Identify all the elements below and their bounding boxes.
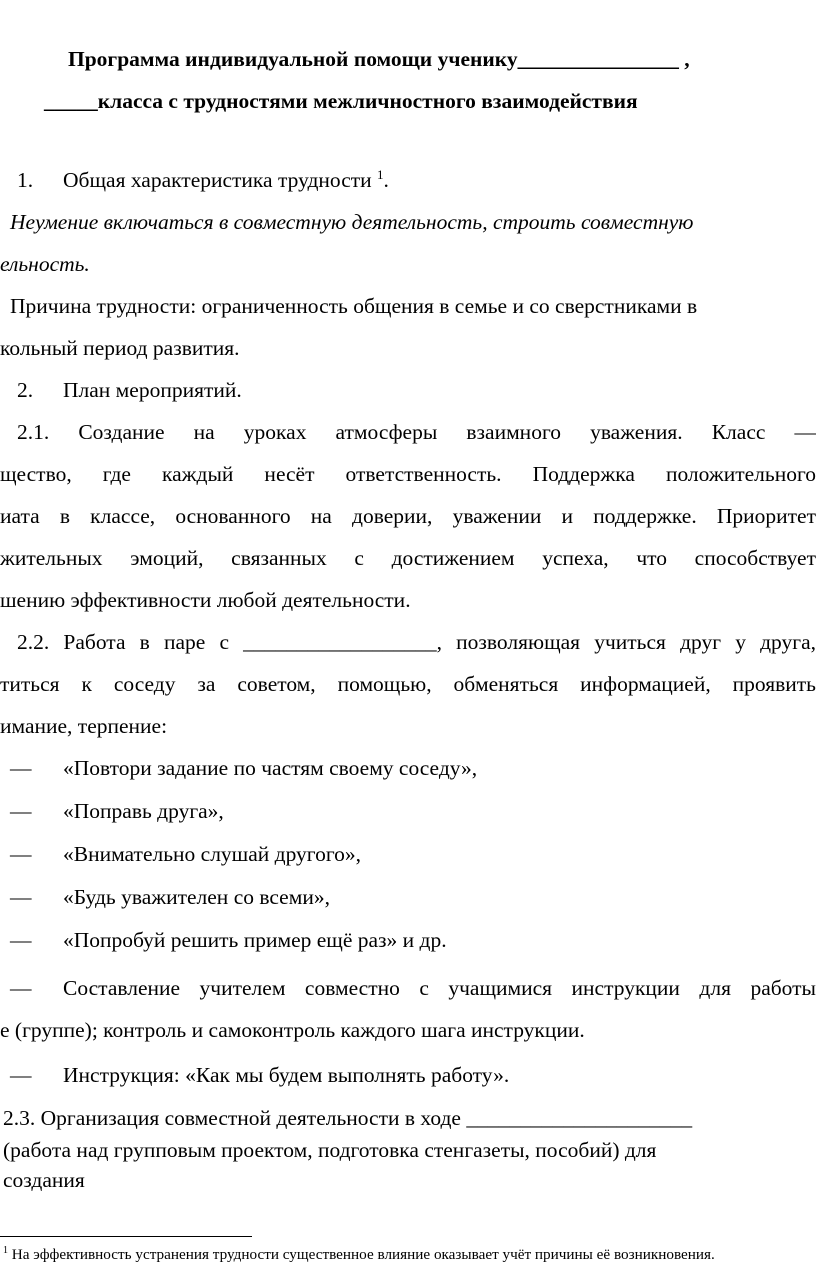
difficulty-description-line-2: ельность. — [0, 252, 90, 276]
section-2-number: 2. — [17, 378, 34, 402]
list-item: «Будь уважителен со всеми», — [63, 885, 330, 909]
footnote-text: На эффективность устранения трудности существенное влияние оказывает учёт причины её возникновения. — [8, 1246, 715, 1263]
footnote-separator — [0, 1236, 252, 1237]
list-item: «Попробуй решить пример ещё раз» и др. — [63, 928, 447, 952]
difficulty-description-line-1: Неумение включаться в совместную деятельность, строить совместную — [10, 210, 694, 234]
paragraph-2-3-line-1: 2.3. Организация совместной деятельности в ходе _____________________ — [3, 1106, 693, 1130]
list-item: «Повтори задание по частям своему соседу», — [63, 756, 478, 780]
paragraph-2-3-line-2: (работа над групповым проектом, подготовка стенгазеты, пособий) для — [3, 1138, 657, 1162]
section-1-heading-text: Общая характеристика трудности — [63, 168, 372, 192]
list-dash: — — [10, 976, 32, 1000]
compose-instruction-line-2: е (группе); контроль и самоконтроль каждого шага инструкции. — [0, 1018, 585, 1042]
paragraph-2-1-line-3: иата в классе, основанного на доверии, уважении и поддержке. Приоритет — [0, 504, 816, 528]
list-dash: — — [10, 885, 32, 909]
list-dash: — — [10, 756, 32, 780]
paragraph-2-1-line-1: 2.1. Создание на уроках атмосферы взаимного уважения. Класс — — [17, 420, 816, 444]
section-1-heading — [63, 166, 389, 194]
cause-line-1: Причина трудности: ограниченность общения в семье и со сверстниками в — [10, 294, 698, 318]
paragraph-2-1-line-2: щество, где каждый несёт ответственность. Поддержка положительного — [0, 462, 816, 486]
list-dash: — — [10, 928, 32, 952]
footnote-reference: 1 — [377, 167, 384, 182]
instruction-line: Инструкция: «Как мы будем выполнять работу». — [63, 1063, 510, 1087]
document-title-line-1: Программа индивидуальной помощи ученику_______________ , — [68, 47, 690, 71]
paragraph-2-1-line-5: шению эффективности любой деятельности. — [0, 588, 411, 612]
list-dash: — — [10, 842, 32, 866]
list-dash: — — [10, 1063, 32, 1087]
list-item: «Внимательно слушай другого», — [63, 842, 361, 866]
paragraph-2-2-line-2: титься к соседу за советом, помощью, обменяться информацией, проявить — [0, 672, 816, 696]
footnote-mark: 1 — [3, 1245, 8, 1256]
paragraph-2-3-line-3: создания — [3, 1168, 85, 1192]
cause-line-2: кольный период развития. — [0, 336, 240, 360]
list-item: «Поправь друга», — [63, 799, 224, 823]
paragraph-2-2-line-1: 2.2. Работа в паре с __________________, позволяющая учиться друг у друга, — [17, 630, 816, 654]
footnote — [3, 1246, 715, 1264]
section-1-heading-period: . — [383, 168, 389, 192]
section-2-heading: План мероприятий. — [63, 378, 242, 402]
compose-instruction-line-1: Составление учителем совместно с учащимися инструкции для работы — [63, 976, 816, 1000]
document-title-line-2: _____класса с трудностями межличностного взаимодействия — [44, 89, 638, 113]
section-1-number: 1. — [17, 168, 34, 192]
paragraph-2-1-line-4: жительных эмоций, связанных с достижением успеха, что способствует — [0, 546, 816, 570]
list-dash: — — [10, 799, 32, 823]
paragraph-2-2-line-3: имание, терпение: — [0, 714, 168, 738]
